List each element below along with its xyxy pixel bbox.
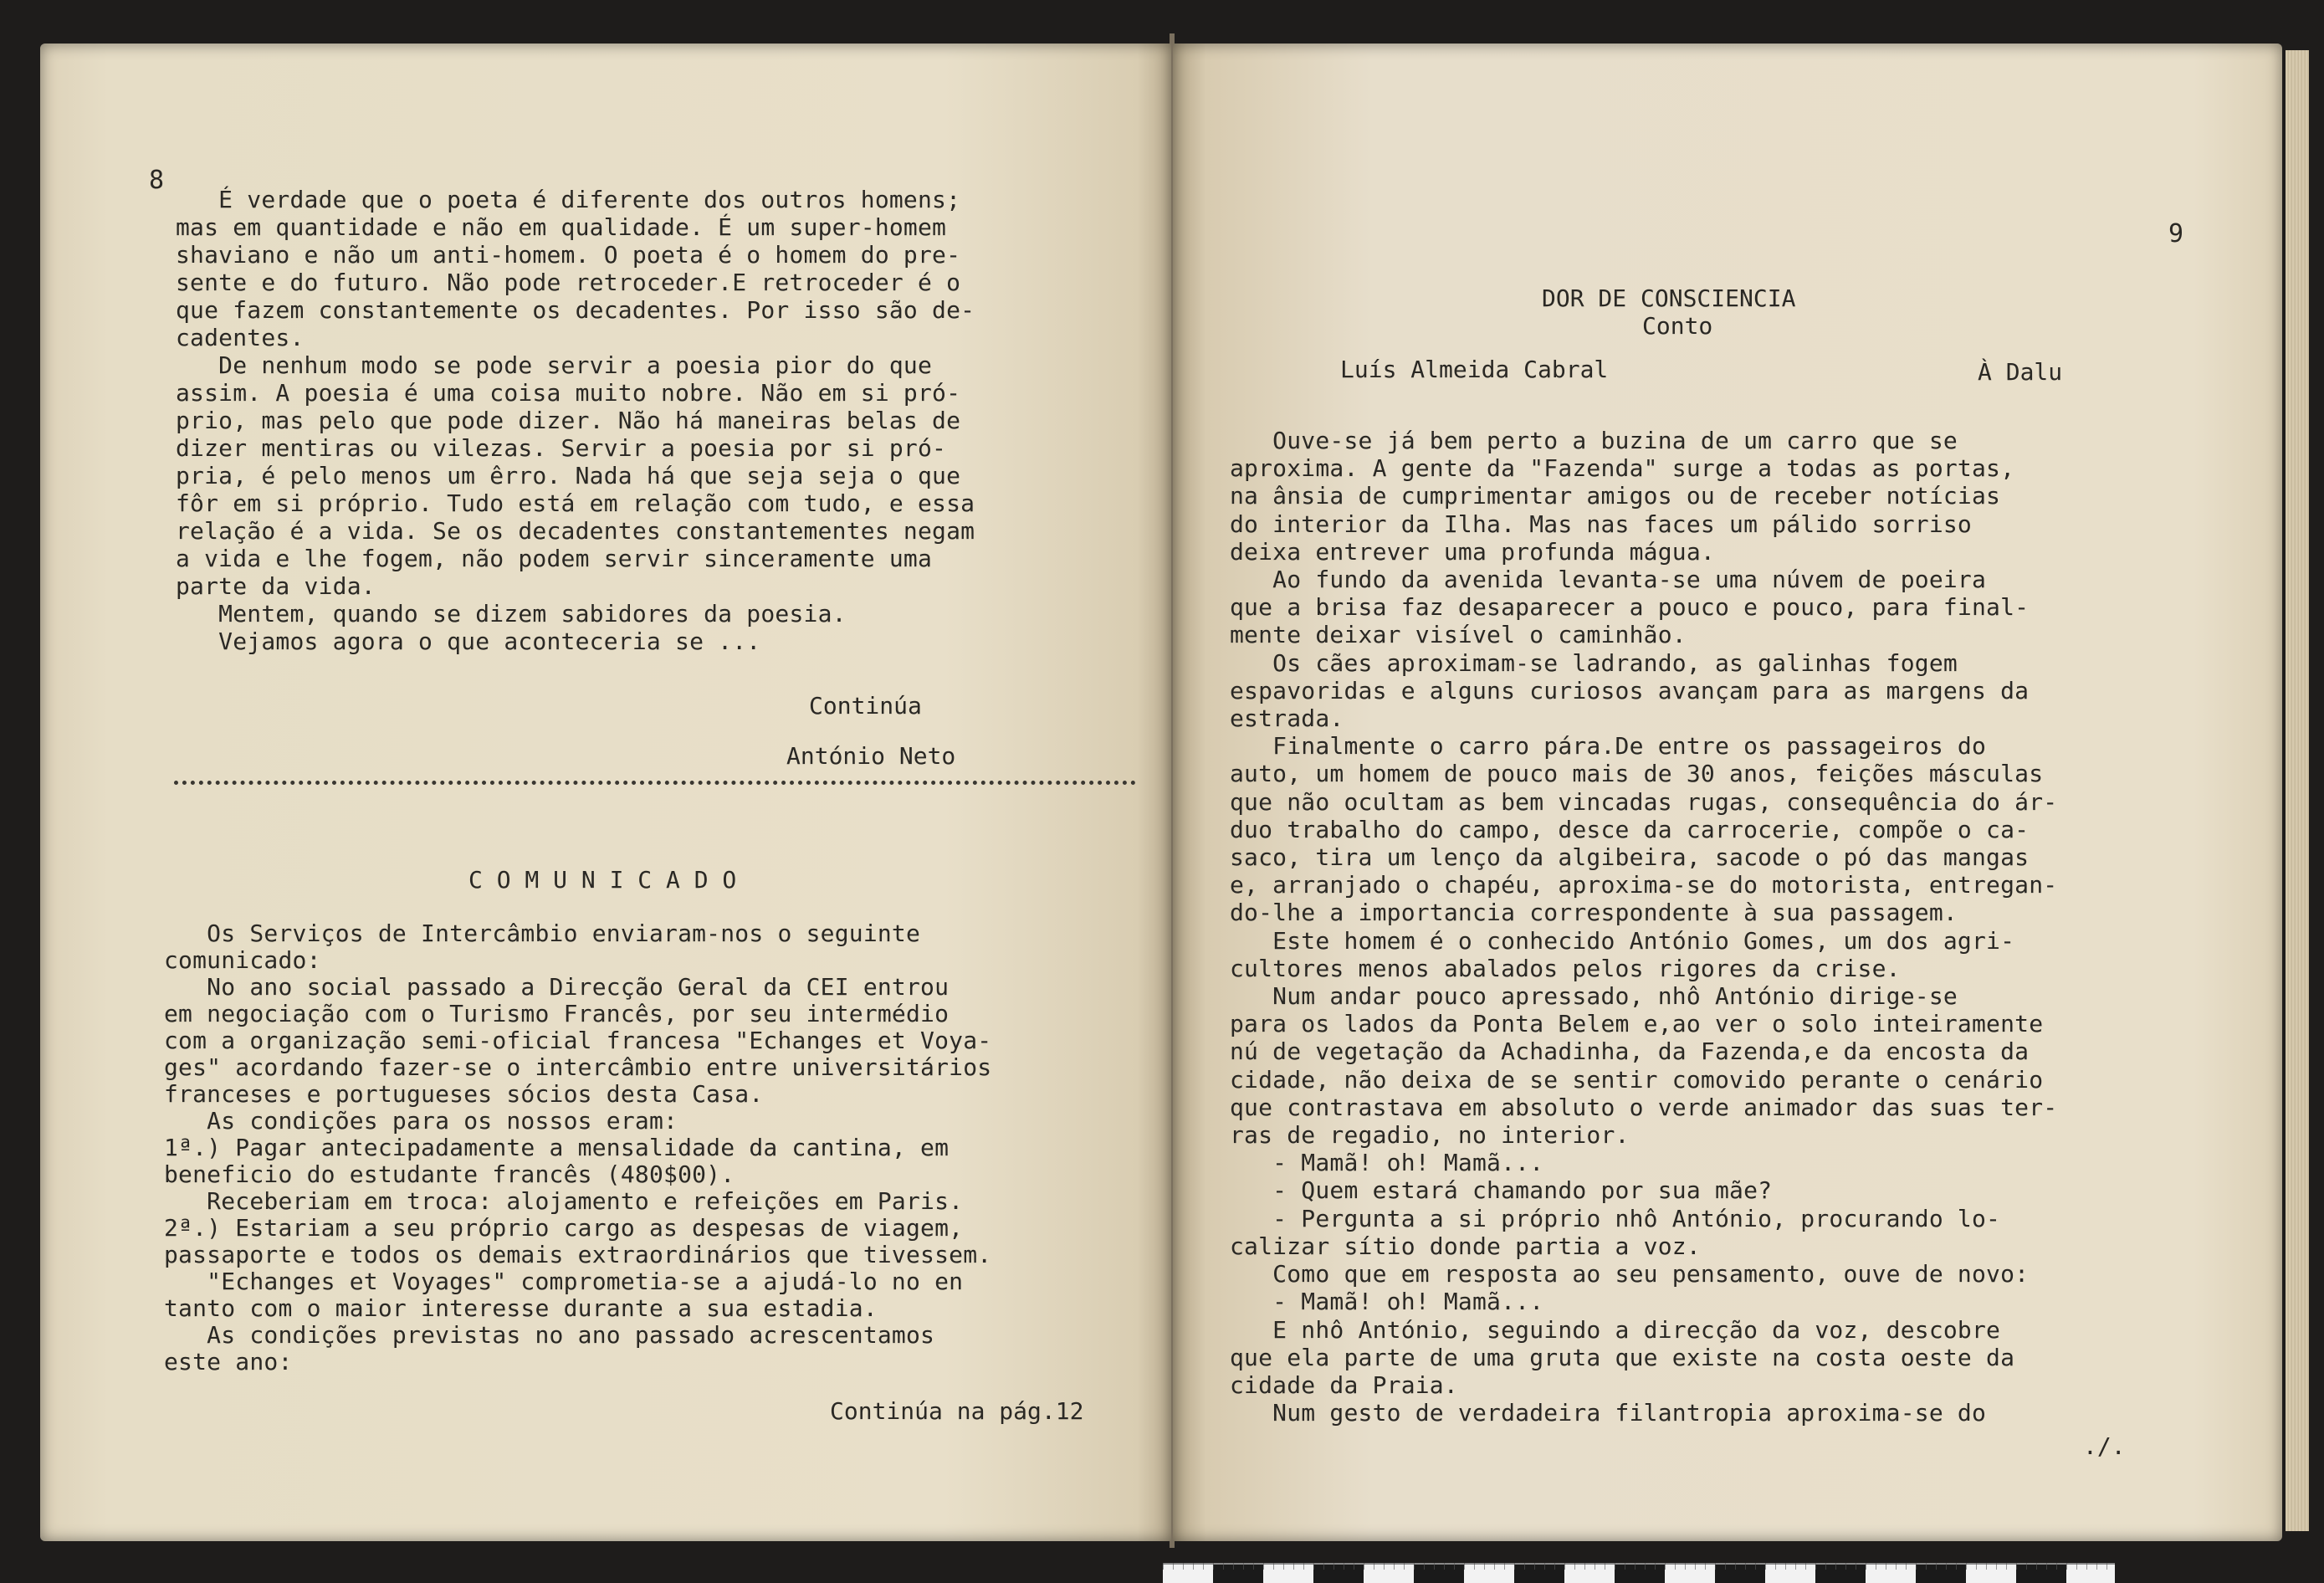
story-subtitle: Conto bbox=[1642, 312, 1713, 340]
story-title: DOR DE CONSCIENCIA bbox=[1542, 284, 1796, 312]
communique-title: C O M U N I C A D O bbox=[468, 866, 737, 894]
essay-text: É verdade que o poeta é diferente dos outros homens; mas em quantidade e não em qualidade. É um super-homem shaviano e não um anti-homem. O poeta é o homem do pre- sente e do futuro. Não pode retroceder.E retroceder é o que fazem constantemente os decadentes. Por isso são de- cadentes. De nenhum modo se pode servir a poesia pior do que assim. A poesia é uma coisa muito nobre. Não em si pró- prio, mas pelo que pode dizer. Não há maneiras belas de dizer mentiras ou vilezas. Servir a poesia por si pró- pria, é pelo menos um êrro. Nada há que seja seja o que fôr em si próprio. Tudo está em relação com tudo, e essa relação é a vida. Se os decadentes constantementes negam a vida e lhe fogem, não podem servir sinceramente uma parte da vida. Mentem, quando se dizem sabidores da poesia. Vejamos agora o que aconteceria se ... bbox=[176, 186, 975, 655]
continuation-mark: ./. bbox=[2083, 1432, 2126, 1460]
scale-ruler-ticks bbox=[1163, 1563, 2115, 1570]
communique-text: Os Serviços de Intercâmbio enviaram-nos o seguinte comunicado: No ano social passado a Direcção Geral da CEI entrou em negociação com o Turismo Francês, por seu intermédio com a organização semi-oficial francesa "Echanges et Voya- ges" acordando fazer-se o intercâmbio entre universitários franceses e portugueses sócios desta Casa. As condições para os nossos eram: 1ª.) Pagar antecipadamente a mensalidade da cantina, em beneficio do estudante francês (480$00). Receberiam em troca: alojamento e refeições em Paris. 2ª.) Estariam a seu próprio cargo as despesas de viagem, passaporte e todos os demais extraordinários que tivessem. "Echanges et Voyages" comprometia-se a ajudá-lo no en tanto com o maior interesse durante a sua estadia. As condições previstas no ano passado acrescentamos este ano: bbox=[164, 920, 992, 1376]
essay-author: António Neto bbox=[786, 742, 956, 770]
story-text: Ouve-se já bem perto a buzina de um carro que se aproxima. A gente da "Fazenda" surge a todas as portas, na ânsia de cumprimentar amigos ou de receber notícias do interior da Ilha. Mas nas faces um pálido sorriso deixa entrever uma profunda mágua. Ao fundo da avenida levanta-se uma núvem de poeira que a brisa faz desaparecer a pouco e pouco, para final- mente deixar visível o caminhão. Os cães aproximam-se ladrando, as galinhas fogem espavoridas e alguns curiosos avançam para as margens da estrada. Finalmente o carro pára.De entre os passageiros do auto, um homem de pouco mais de 30 anos, feições másculas que não ocultam as bem vincadas rugas, consequência do ár- duo trabalho do campo, desce da carrocerie, compõe o ca- saco, tira um lenço da algibeira, sacode o pó das mangas e, arranjado o chapéu, aproxima-se do motorista, entregan- do-lhe a importancia correspondente à sua passagem. Este homem é o conhecido António Gomes, um dos agri- cultores menos abalados pelos rigores da crise. Num andar pouco apressado, nhô António dirige-se para os lados da Ponta Belem e,ao ver o solo inteiramente nú de vegetação da Achadinha, da Fazenda,e da encosta da cidade, não deixa de se sentir comovido perante o cenário que contrastava em absoluto o verde animador das suas ter- ras de regadio, no interior. - Mamã! oh! Mamã... - Quem estará chamando por sua mãe? - Pergunta a si próprio nhô António, procurando lo- calizar sítio donde partia a voz. Como que em resposta ao seu pensamento, ouve de novo: - Mamã! oh! Mamã... E nhô António, seguindo a direcção da voz, descobre que ela parte de uma gruta que existe na costa oeste da cidade da Praia. Num gesto de verdadeira filantropia aproxima-se do bbox=[1230, 427, 2058, 1427]
left-page-number: 8 bbox=[149, 166, 165, 195]
continued-note: Continúa na pág.12 bbox=[830, 1397, 1084, 1425]
dotted-separator bbox=[174, 781, 1136, 785]
page-edge-stack bbox=[2286, 50, 2309, 1531]
continua-label: Continúa bbox=[809, 692, 922, 720]
right-page-number: 9 bbox=[2168, 219, 2184, 248]
story-dedication: À Dalu bbox=[1978, 358, 2063, 386]
story-author: Luís Almeida Cabral bbox=[1340, 356, 1609, 383]
